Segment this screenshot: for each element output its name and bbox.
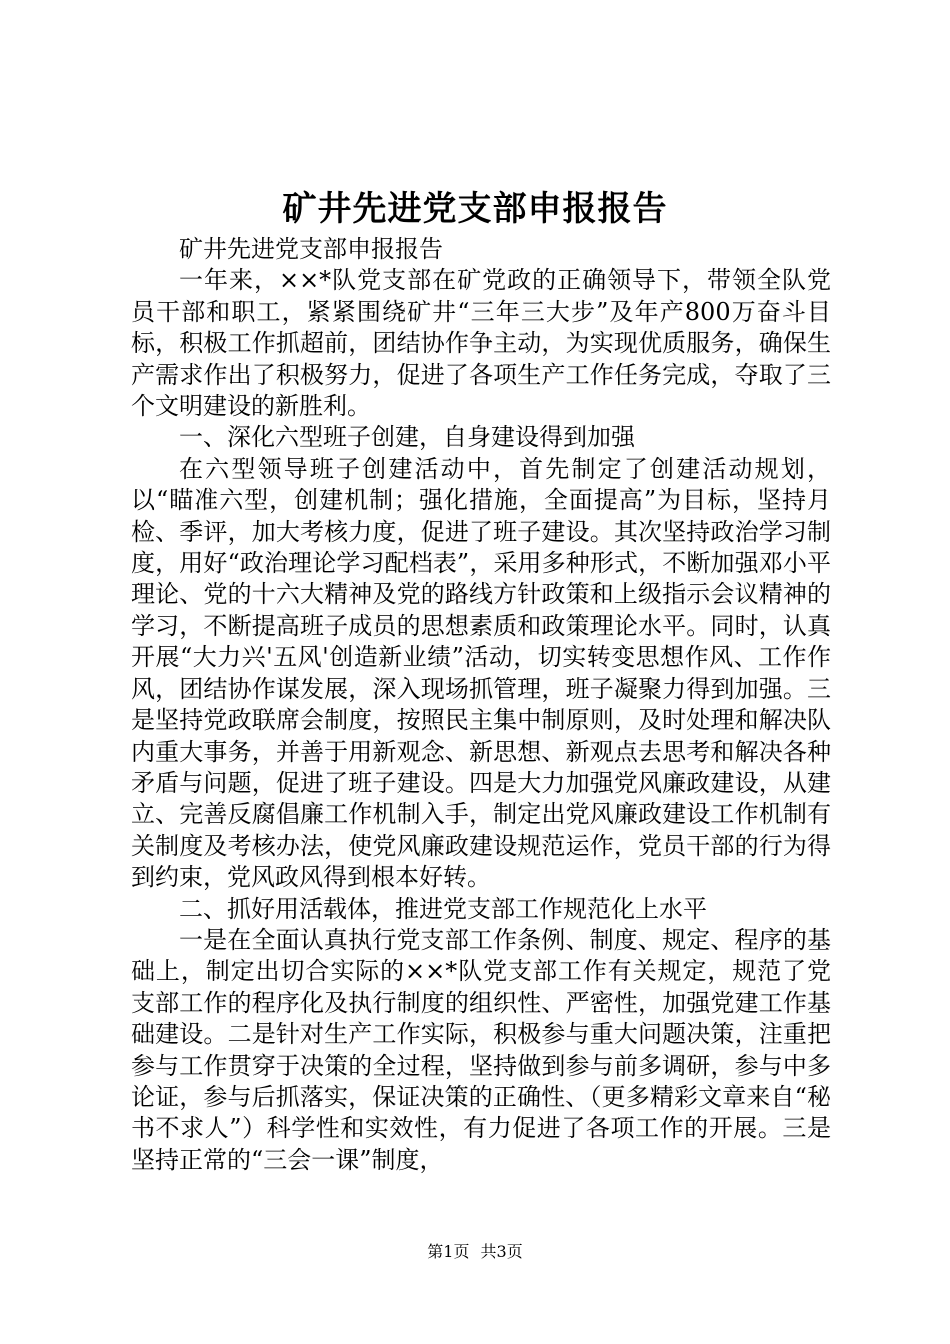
paragraph-section-2: 一是在全面认真执行党支部工作条例、制度、规定、程序的基础上，制定出切合实际的××*队党支部工作有关规定，规范了党支部工作的程序化及执行制度的组织性、严密性，加强党建工作基础建设。二是针对生产工作实际，积极参与重大问题决策，注重把参与工作贯穿于决策的全过程，坚持做到参与前多调研，参与中多论证，参与后抓落实，保证决策的正确性、（更多精彩文章来自“秘书不求人”）科学性和实效性，有力促进了各项工作的开展。三是坚持正常的“三会一课”制度， <box>131 925 831 1174</box>
document-title: 矿井先进党支部申报报告 <box>282 189 668 229</box>
page-number: 第1页 <box>427 1242 470 1261</box>
paragraph-intro: 一年来，××*队党支部在矿党政的正确领导下，带领全队党员干部和职工，紧紧围绕矿井“三年三大步”及年产800万奋斗目标，积极工作抓超前，团结协作争主动，为实现优质服务，确保生产需求作出了积极努力，促进了各项生产工作任务完成，夺取了三个文明建设的新胜利。 <box>131 266 831 421</box>
paragraph-section-1: 在六型领导班子创建活动中，首先制定了创建活动规划，以“瞄准六型，创建机制；强化措施，全面提高”为目标，坚持月检、季评，加大考核力度，促进了班子建设。其次坚持政治学习制度，用好“政治理论学习配档表”，采用多种形式，不断加强邓小平理论、党的十六大精神及党的路线方针政策和上级指示会议精神的学习，不断提高班子成员的思想素质和政策理论水平。同时，认真开展“大力兴'五风'创造新业绩”活动，切实转变思想作风、工作作风，团结协作谋发展，深入现场抓管理，班子凝聚力得到加强。三是坚持党政联席会制度，按照民主集中制原则，及时处理和解决队内重大事务，并善于用新观念、新思想、新观点去思考和解决各种矛盾与问题，促进了班子建设。四是大力加强党风廉政建设，从建立、完善反腐倡廉工作机制入手，制定出党风廉政建设工作机制有关制度及考核办法，使党风廉政建设规范运作，党员干部的行为得到约束，党风政风得到根本好转。 <box>131 454 831 892</box>
page-total: 共3页 <box>480 1242 523 1261</box>
document-body <box>131 234 831 1176</box>
section-heading-2: 二、抓好用活载体，推进党支部工作规范化上水平 <box>179 894 707 923</box>
page-footer <box>0 1241 950 1263</box>
section-heading-1: 一、深化六型班子创建，自身建设得到加强 <box>179 423 635 452</box>
paragraph-subtitle: 矿井先进党支部申报报告 <box>179 235 443 263</box>
